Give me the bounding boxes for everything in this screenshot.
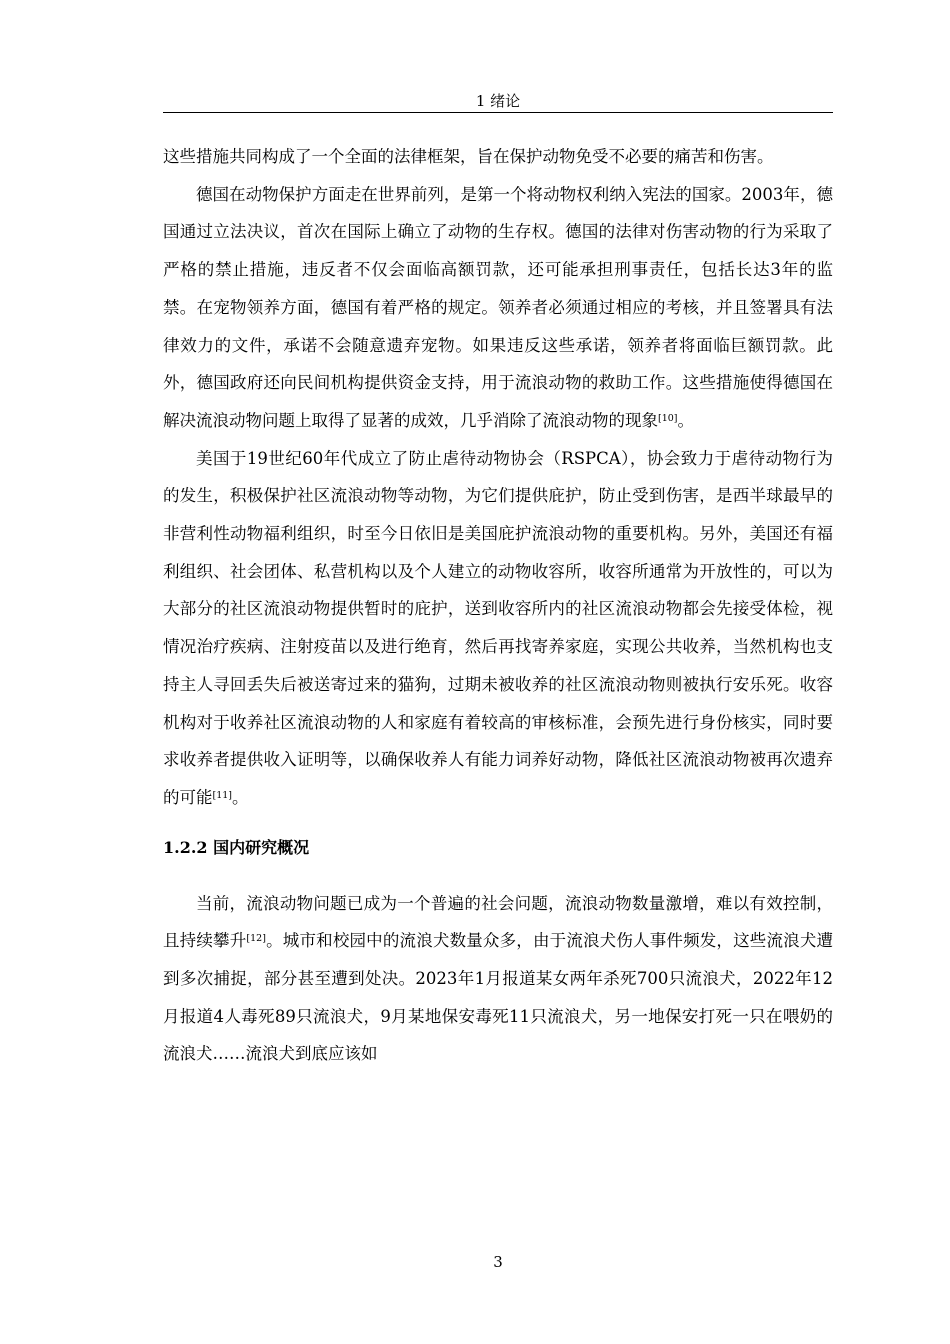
paragraph-domestic-text-b: 。城市和校园中的流浪犬数量众多，由于流浪犬伤人事件频发，这些流浪犬遭到多次捕捉，部分甚至遭到处决。2023年1月报道某女两年杀死700只流浪犬，2022年12月报道4人毒死89只流浪犬，9月某地保安毒死11只流浪犬，另一地保安打死一只在喂奶的流浪犬……流浪犬到底应该如 xyxy=(163,931,834,1064)
citation-12: [12] xyxy=(246,933,266,945)
paragraph-germany xyxy=(163,176,833,440)
running-header: 1 绪论 xyxy=(475,92,521,110)
paragraph-germany-end: 。 xyxy=(677,410,695,430)
paragraph-usa xyxy=(163,440,833,817)
paragraph-domestic-text-a: 当前，流浪动物问题已成为一个普遍的社会问题，流浪动物数量激增，难以有效控制，且持续攀升 xyxy=(163,893,833,951)
citation-10: [10] xyxy=(658,412,678,424)
page-number: 3 xyxy=(493,1253,503,1271)
citation-11: [11] xyxy=(212,789,233,801)
paragraph-usa-end: 。 xyxy=(232,787,249,807)
header-rule xyxy=(163,112,833,113)
paragraph-domestic xyxy=(163,885,833,1074)
paragraph-usa-text: 美国于19世纪60年代成立了防止虐待动物协会（RSPCA），协会致力于虐待动物行为的发生，积极保护社区流浪动物等动物，为它们提供庇护，防止受到伤害，是西半球最早的非营利性动物福利组织，时至今日依旧是美国庇护流浪动物的重要机构。另外，美国还有福利组织、社会团体、私营机构以及个人建立的动物收容所，收容所通常为开放性的，可以为大部分的社区流浪动物提供暂时的庇护，送到收容所内的社区流浪动物都会先接受体检，视情况治疗疾病、注射疫苗以及进行绝育，然后再找寄养家庭，实现公共收养，当然机构也支持主人寻回丢失后被送寄过来的猫狗，过期未被收养的社区流浪动物则被执行安乐死。收容机构对于收养社区流浪动物的人和家庭有着较高的审核标准，会预先进行身份核实，同时要求收养者提供收入证明等，以确保收养人有能力词养好动物，降低社区流浪动物被再次遗弃的可能 xyxy=(163,448,833,807)
section-heading: 1.2.2 国内研究概况 xyxy=(163,837,310,857)
body-text xyxy=(163,138,833,1073)
paragraph-continuation: 这些措施共同构成了一个全面的法律框架，旨在保护动物免受不必要的痛苦和伤害。 xyxy=(163,147,774,166)
paragraph-germany-text: 德国在动物保护方面走在世界前列，是第一个将动物权利纳入宪法的国家。2003年，德国通过立法决议，首次在国际上确立了动物的生存权。德国的法律对伤害动物的行为采取了严格的禁止措施，违反者不仅会面临高额罚款，还可能承担刑事责任，包括长达3年的监禁。在宠物领养方面，德国有着严格的规定。领养者必须通过相应的考核，并且签署具有法律效力的文件，承诺不会随意遗弃宠物。如果违反这些承诺，领养者将面临巨额罚款。此外，德国政府还向民间机构提供资金支持，用于流浪动物的救助工作。这些措施使得德国在解决流浪动物问题上取得了显著的成效，几乎消除了流浪动物的现象 xyxy=(163,184,833,430)
